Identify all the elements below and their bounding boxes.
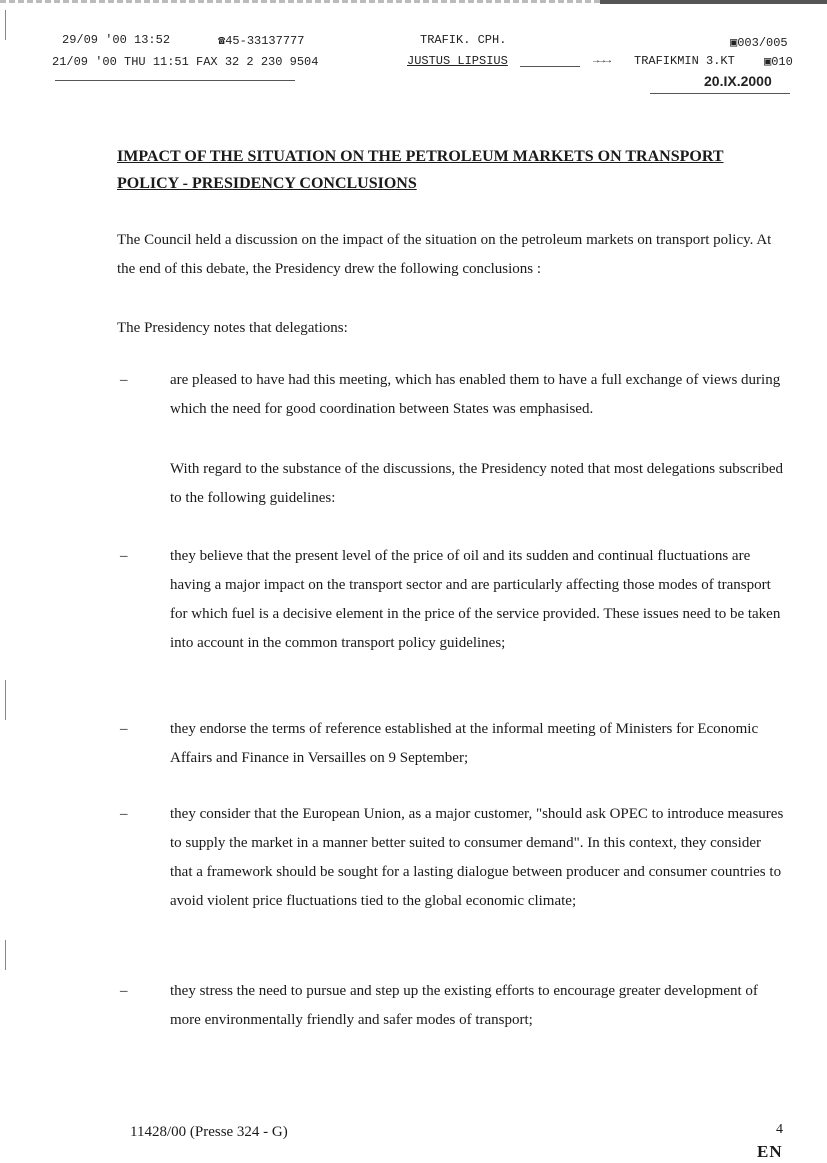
margin-mark xyxy=(5,10,6,40)
document-title xyxy=(117,143,777,197)
fax-arrow: →→→ xyxy=(593,56,612,67)
fax-divider xyxy=(650,93,790,94)
margin-mark xyxy=(5,940,6,970)
notes-paragraph: The Presidency notes that delegations: xyxy=(117,320,348,336)
conclusion-item-3: they endorse the terms of reference established at the informal meeting of Ministers for Economic Affairs and Finance in Versailles on 9 September; xyxy=(170,721,759,766)
fax-top-border-dark xyxy=(600,0,827,4)
conclusion-item-5: they stress the need to pursue and step up the existing efforts to encourage greater development of more environmentally friendly and safer modes of transport; xyxy=(170,983,758,1028)
title-line-1: IMPACT OF THE SITUATION ON THE PETROLEUM MARKETS ON TRANSPORT xyxy=(117,148,724,165)
intro-paragraph: The Council held a discussion on the impact of the situation on the petroleum markets on transport policy. At the end of this debate, the Presidency drew the following conclusions : xyxy=(117,232,772,277)
bullet-dash: – xyxy=(120,806,128,822)
conclusion-item-1: are pleased to have had this meeting, which has enabled them to have a full exchange of views during which the need for good coordination between States was emphasised. xyxy=(170,372,781,417)
bullet-dash: – xyxy=(120,548,128,564)
bullet-dash: – xyxy=(120,372,128,388)
fax-sender: TRAFIK. CPH. xyxy=(420,33,507,47)
fax-recipient: TRAFIKMIN 3.KT xyxy=(634,54,735,68)
bullet-dash: – xyxy=(120,721,128,737)
conclusion-item-1-followup: With regard to the substance of the discussions, the Presidency noted that most delegations subscribed to the following guidelines: xyxy=(170,461,784,506)
title-line-2: POLICY - PRESIDENCY CONCLUSIONS xyxy=(117,175,417,192)
conclusion-item-4: they consider that the European Union, as a major customer, "should ask OPEC to introduce measures to supply the market in a manner better suited to consumer demand". In this context, they consider that a framework should be sought for a lasting dialogue between producer and consumer countries to avoid violent price fluctuations tied to the global economic climate; xyxy=(170,806,784,909)
fax-datetime-1: 29/09 '00 13:52 xyxy=(62,33,171,47)
received-date-stamp: 20.IX.2000 xyxy=(704,73,772,89)
margin-mark xyxy=(5,680,6,720)
language-code: EN xyxy=(757,1142,783,1161)
fax-page-count: ▣003/005 xyxy=(730,36,788,50)
conclusion-item-2: they believe that the present level of the price of oil and its sudden and continual fluctuations are having a major impact on the transport sector and are particularly affecting those modes of transport for which fuel is a decisive element in the price of the service provided. These issues need to be taken into account in the common transport policy guidelines; xyxy=(170,548,781,651)
page-number: 4 xyxy=(776,1122,783,1137)
fax-divider xyxy=(55,80,295,81)
fax-origin: JUSTUS LIPSIUS xyxy=(407,54,508,68)
bullet-dash: – xyxy=(120,983,128,999)
fax-divider xyxy=(520,66,580,67)
fax-page-2: ▣010 xyxy=(764,55,793,69)
fax-phone: ☎45-33137777 xyxy=(218,34,305,48)
fax-datetime-2: 21/09 '00 THU 11:51 FAX 32 2 230 9504 xyxy=(52,55,319,69)
document-reference: 11428/00 (Presse 324 - G) xyxy=(130,1124,288,1140)
